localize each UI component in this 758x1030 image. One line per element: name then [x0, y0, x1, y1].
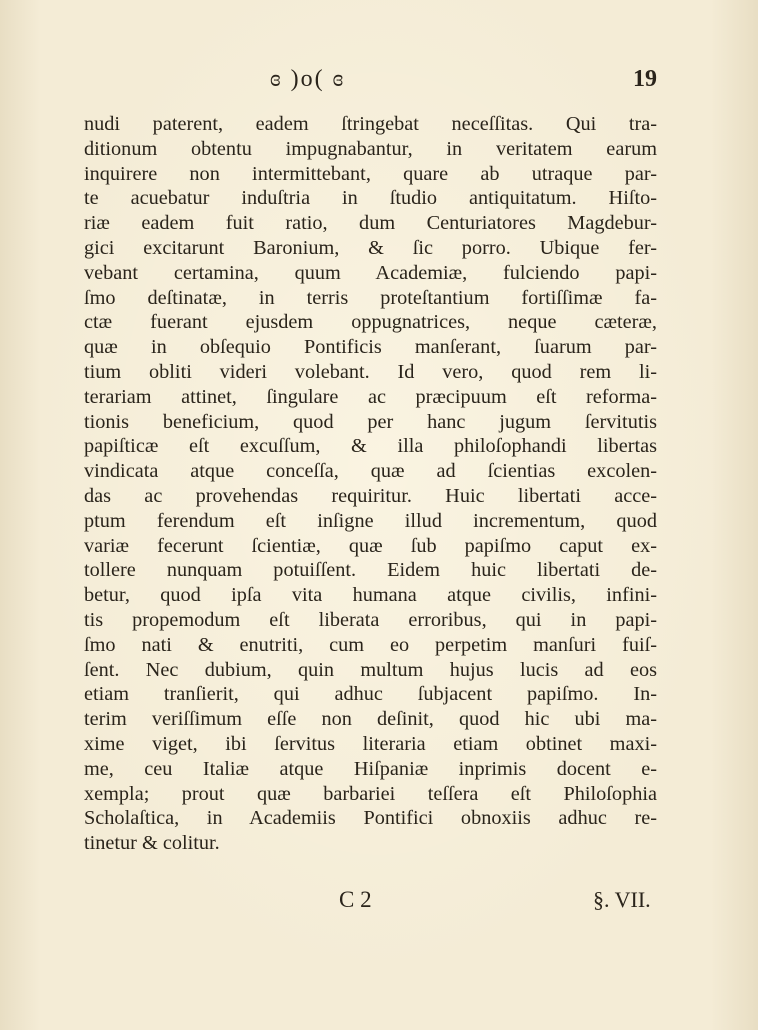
text-line: tollere nunquam potuiſſent. Eidem huic libertati de- — [84, 559, 657, 582]
text-line: quæ in obſequio Pontificis manſerant, ſuarum par- — [84, 336, 657, 359]
text-line: nudi paterent, eadem ſtringebat neceſſitas. Qui tra- — [84, 113, 657, 135]
text-line: papiſticæ eſt excuſſum, & illa philoſophandi libertas — [84, 435, 657, 458]
text-line: terim veriſſimum eſſe non deſinit, quod hic ubi ma- — [84, 708, 657, 731]
text-line: ditionum obtentu impugnabantur, in veritatem earum — [84, 137, 657, 160]
text-line: Scholaſtica, in Academiis Pontifici obnoxiis adhuc re- — [84, 807, 657, 830]
text-line: variæ fecerunt ſcientiæ, quæ ſub papiſmo caput ex- — [84, 534, 657, 557]
text-line: terariam attinet, ſingulare ac præcipuum eſt reforma- — [84, 385, 657, 408]
page-number: 19 — [633, 66, 657, 92]
text-line: tionis beneficium, quod per hanc jugum ſervitutis — [84, 410, 657, 433]
text-line: te acuebatur induſtria in ſtudio antiquitatum. Hiſto- — [84, 187, 657, 210]
header-ornament: ɞ )o( ɞ — [270, 66, 346, 92]
signature-mark: C 2 — [339, 887, 372, 912]
text-line-last: tinetur & colitur. — [84, 832, 220, 855]
body-text — [84, 112, 657, 856]
text-line: das ac provehendas requiritur. Huic libertati acce- — [84, 484, 657, 507]
text-line: ptum ferendum eſt inſigne illud incrementum, quod — [84, 509, 657, 532]
text-line: riæ eadem fuit ratio, dum Centuriatores Magdebur- — [84, 212, 657, 235]
text-line: xempla; prout quæ barbariei teſſera eſt Philoſophia — [84, 782, 657, 805]
page-footer — [0, 887, 758, 919]
page-header — [0, 66, 758, 98]
catchword: §. VII. — [593, 887, 651, 912]
text-line: xime viget, ibi ſervitus literaria etiam obtinet maxi- — [84, 732, 657, 755]
text-line: etiam tranſierit, qui adhuc ſubjacent papiſmo. In- — [84, 683, 657, 706]
text-line: tis propemodum eſt liberata erroribus, qui in papi- — [84, 608, 657, 631]
text-line: betur, quod ipſa vita humana atque civilis, infini- — [84, 584, 657, 607]
text-line: ſent. Nec dubium, quin multum hujus lucis ad eos — [84, 658, 657, 681]
text-line: ſmo deſtinatæ, in terris proteſtantium fortiſſimæ fa- — [84, 286, 657, 309]
text-line: gici excitarunt Baronium, & ſic porro. Ubique fer- — [84, 236, 657, 259]
text-line: ctæ fuerant ejusdem oppugnatrices, neque cæteræ, — [84, 311, 657, 334]
text-line: vebant certamina, quum Academiæ, fulciendo papi- — [84, 261, 657, 284]
text-line: me, ceu Italiæ atque Hiſpaniæ inprimis docent e- — [84, 757, 657, 780]
text-line: inquirere non intermittebant, quare ab utraque par- — [84, 162, 657, 185]
text-line: ſmo nati & enutriti, cum eo perpetim manſuri fuiſ- — [84, 633, 657, 656]
text-line: tium obliti videri volebant. Id vero, quod rem li- — [84, 360, 657, 383]
text-line: vindicata atque conceſſa, quæ ad ſcientias excolen- — [84, 460, 657, 483]
